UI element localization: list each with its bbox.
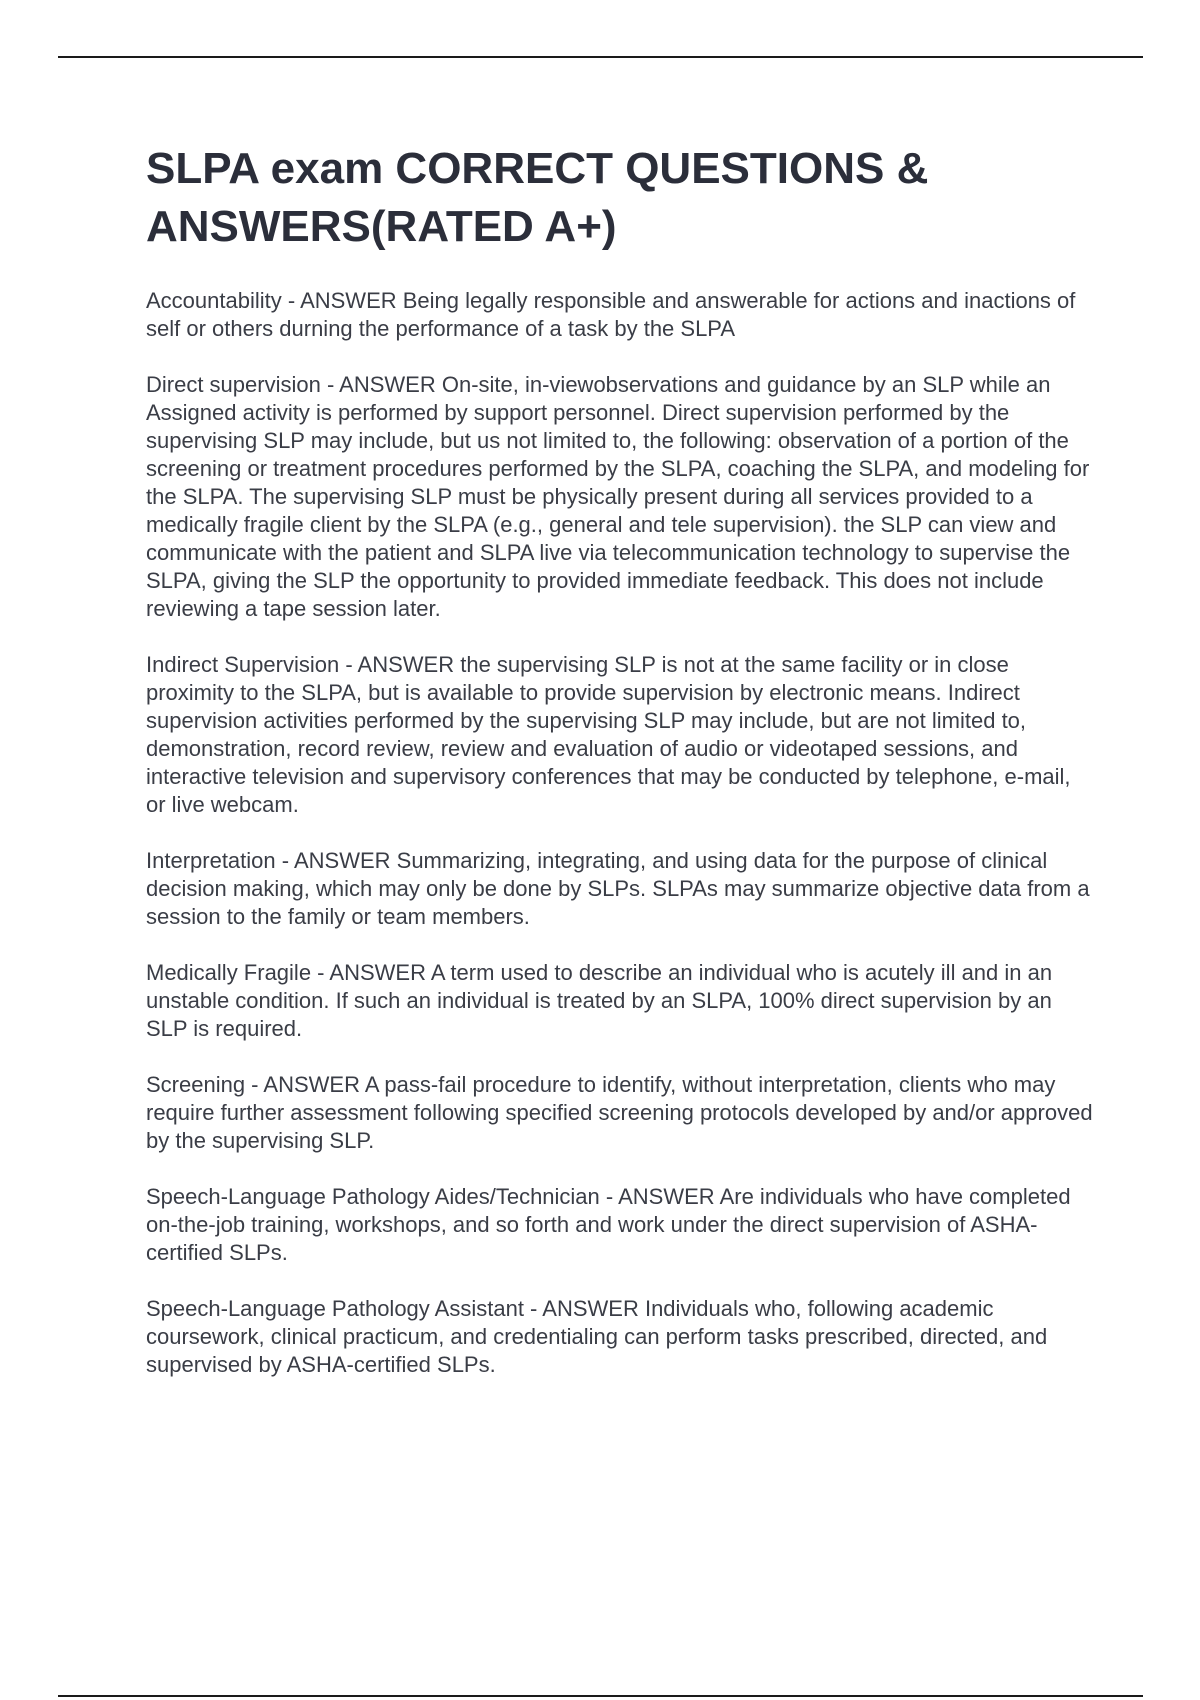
entry-direct-supervision: Direct supervision - ANSWER On-site, in-viewobservations and guidance by an SLP while an Assigned activity is performed by support personnel. Direct supervision performed by the supervising SLP may include, but us not limited to, the following: observation of a portion of the screening or treatment procedures performed by the SLPA, coaching the SLPA, and modeling for the SLPA. The supervising SLP must be physically present during all services provided to a medically fragile client by the SLPA (e.g., general and tele supervision). the SLP can view and communicate with the patient and SLPA live via telecommunication technology to supervise the SLPA, giving the SLP the opportunity to provided immediate feedback. This does not include reviewing a tape session later. (146, 372, 1090, 621)
entry-slp-assistant: Speech-Language Pathology Assistant - ANSWER Individuals who, following academic coursework, clinical practicum, and credentialing can perform tasks prescribed, directed, and supervised by ASHA-certified SLPs. (146, 1296, 1048, 1377)
entry-screening: Screening - ANSWER A pass-fail procedure to identify, without interpretation, clients who may require further assessment following specified screening protocols developed by and/or approved by the supervising SLP. (146, 1072, 1093, 1153)
entry-slp-aides-technician: Speech-Language Pathology Aides/Technician - ANSWER Are individuals who have completed on-the-job training, workshops, and so forth and work under the direct supervision of ASHA-certified SLPs. (146, 1184, 1071, 1265)
entry-medically-fragile: Medically Fragile - ANSWER A term used to describe an individual who is acutely ill and in an unstable condition. If such an individual is treated by an SLPA, 100% direct supervision by an SLP is required. (146, 960, 1053, 1041)
entry-interpretation: Interpretation - ANSWER Summarizing, integrating, and using data for the purpose of clinical decision making, which may only be done by SLPs. SLPAs may summarize objective data from a session to the family or team members. (146, 848, 1090, 929)
entry-accountability: Accountability - ANSWER Being legally responsible and answerable for actions and inactions of self or others durning the performance of a task by the SLPA (146, 288, 1076, 341)
page-title: SLPA exam CORRECT QUESTIONS & ANSWERS(RATED A+) (146, 144, 929, 251)
document-body (146, 140, 1096, 1407)
bottom-divider (58, 1695, 1143, 1697)
top-divider (58, 56, 1143, 58)
entry-indirect-supervision: Indirect Supervision - ANSWER the supervising SLP is not at the same facility or in close proximity to the SLPA, but is available to provide supervision by electronic means. Indirect supervision activities performed by the supervising SLP may include, but are not limited to, demonstration, record review, review and evaluation of audio or videotaped sessions, and interactive television and supervisory conferences that may be conducted by telephone, e-mail, or live webcam. (146, 652, 1071, 817)
